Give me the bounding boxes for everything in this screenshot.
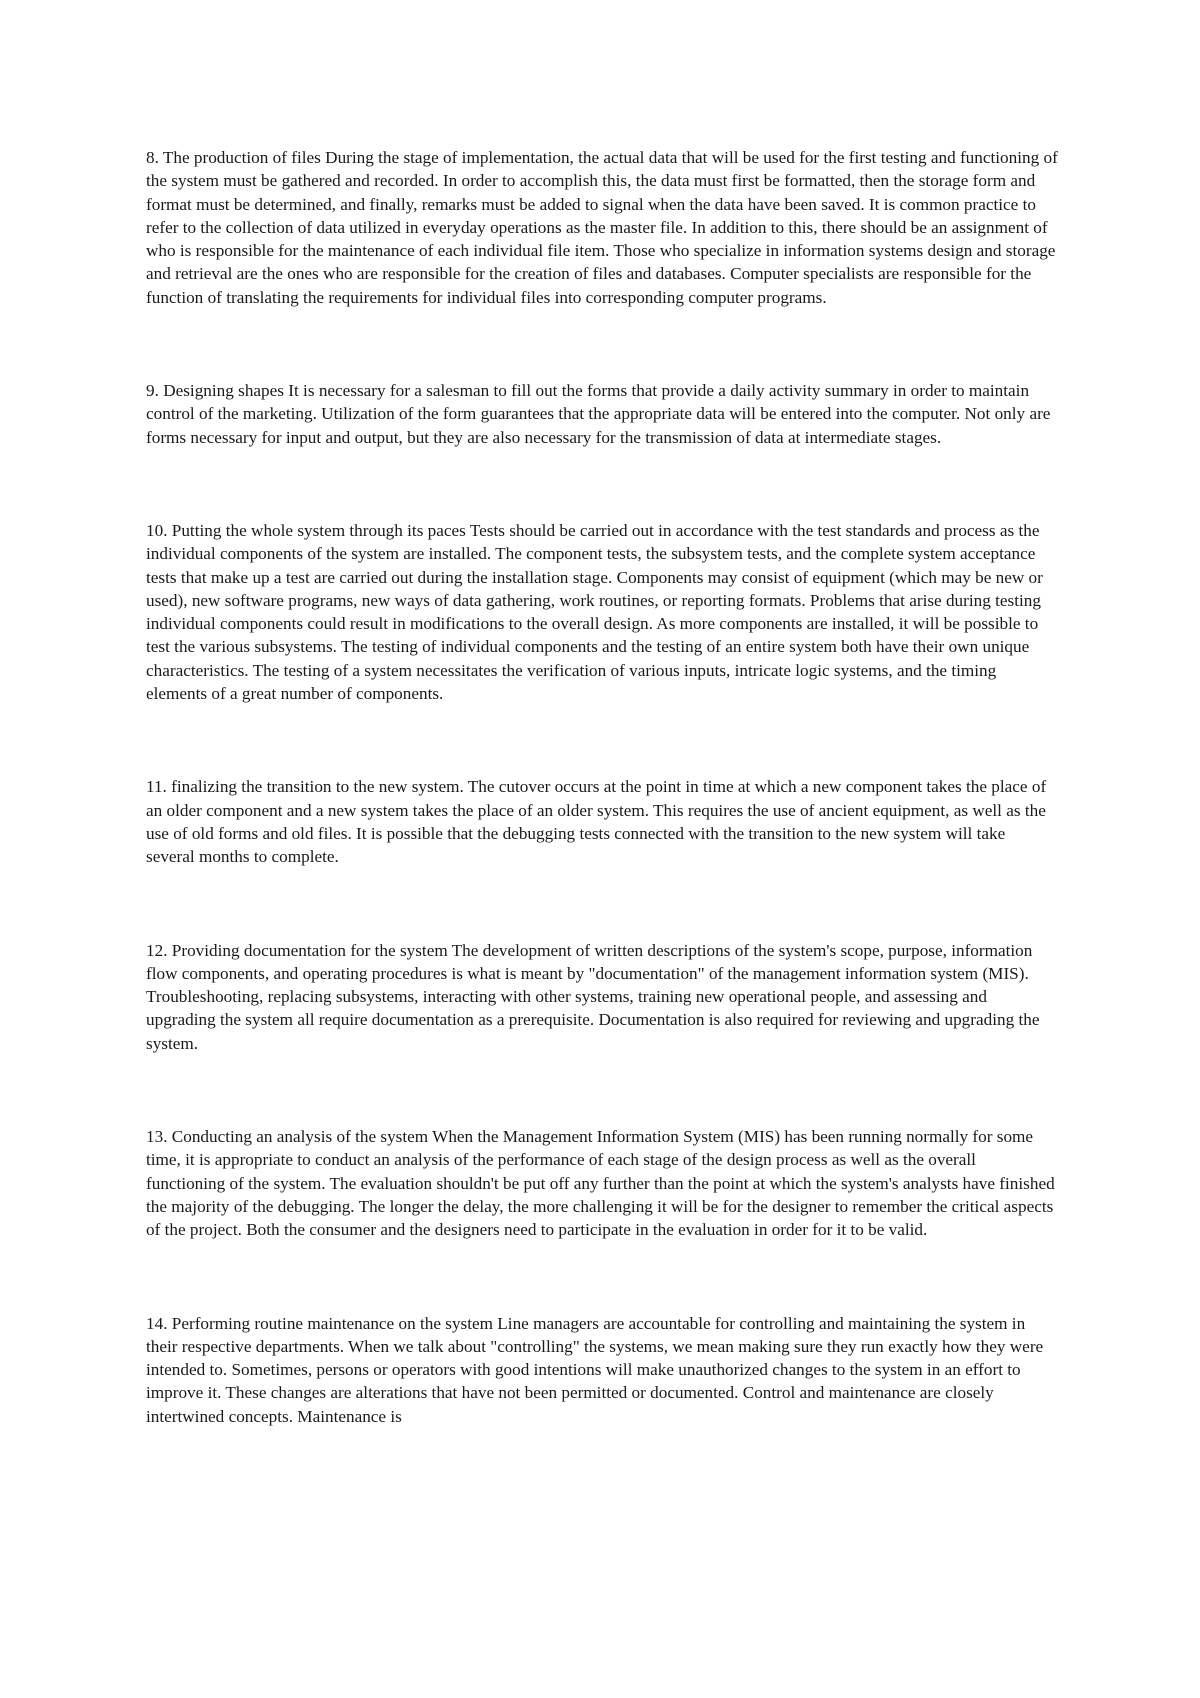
- paragraph-gap: [146, 1242, 1058, 1312]
- paragraph-11-transition: 11. finalizing the transition to the new system. The cutover occurs at the point in time at which a new component takes the place of an older component and a new system takes the place of an older system. This requires the use of ancient equipment, as well as the use of old forms and old files. It is possible that the debugging tests connected with the transition to the new system will take several months to complete.: [146, 777, 1047, 867]
- paragraph-gap: [146, 309, 1058, 379]
- paragraph-14-maintenance: 14. Performing routine maintenance on the system Line managers are accountable for controlling and maintaining the system in their respective departments. When we talk about "controlling" the systems, we mean making sure they run exactly how they were intended to. Sometimes, persons or operators with good intentions will make unauthorized changes to the system in an effort to improve it. These changes are alterations that have not been permitted or documented. Control and maintenance are closely intertwined concepts. Maintenance is: [146, 1313, 1044, 1426]
- paragraph-9-designing-shapes: 9. Designing shapes It is necessary for a salesman to fill out the forms that provide a daily activity summary in order to maintain control of the marketing. Utilization of the form guarantees that the appropriate data will be entered into the computer. Not only are forms necessary for input and output, but they are also necessary for the transmission of data at intermediate stages.: [146, 381, 1051, 447]
- paragraph-13-analysis: 13. Conducting an analysis of the system When the Management Information System (MIS) has been running normally for some time, it is appropriate to conduct an analysis of the performance of each stage of the design process as well as the overall functioning of the system. The evaluation shouldn't be put off any further than the point at which the system's analysts have finished the majority of the debugging. The longer the delay, the more challenging it will be for the designer to remember the critical aspects of the project. Both the consumer and the designers need to participate in the evaluation in order for it to be valid.: [146, 1127, 1055, 1240]
- paragraph-gap: [146, 1055, 1058, 1125]
- paragraph-gap: [146, 869, 1058, 939]
- document-body: [146, 146, 1058, 1428]
- paragraph-8-production-of-files: 8. The production of files During the stage of implementation, the actual data that will be used for the first testing and functioning of the system must be gathered and recorded. In order to accomplish this, the data must first be formatted, then the storage form and format must be determined, and finally, remarks must be added to signal when the data have been saved. It is common practice to refer to the collection of data utilized in everyday operations as the master file. In addition to this, there should be an assignment of who is responsible for the maintenance of each individual file item. Those who specialize in information systems design and storage and retrieval are the ones who are responsible for the creation of files and databases. Computer specialists are responsible for the function of translating the requirements for individual files into corresponding computer programs.: [146, 148, 1058, 307]
- paragraph-12-documentation: 12. Providing documentation for the system The development of written descriptions of the system's scope, purpose, information flow components, and operating procedures is what is meant by "documentation" of the management information system (MIS). Troubleshooting, replacing subsystems, interacting with other systems, training new operational people, and assessing and upgrading the system all require documentation as a prerequisite. Documentation is also required for reviewing and upgrading the system.: [146, 940, 1040, 1053]
- paragraph-gap: [146, 449, 1058, 519]
- paragraph-gap: [146, 705, 1058, 775]
- paragraph-10-testing-system: 10. Putting the whole system through its paces Tests should be carried out in accordance with the test standards and process as the individual components of the system are installed. The component tests, the subsystem tests, and the complete system acceptance tests that make up a test are carried out during the installation stage. Components may consist of equipment (which may be new or used), new software programs, new ways of data gathering, work routines, or reporting formats. Problems that arise during testing individual components could result in modifications to the overall design. As more components are installed, it will be possible to test the various subsystems. The testing of individual components and the testing of an entire system both have their own unique characteristics. The testing of a system necessitates the verification of various inputs, intricate logic systems, and the timing elements of a great number of components.: [146, 520, 1043, 704]
